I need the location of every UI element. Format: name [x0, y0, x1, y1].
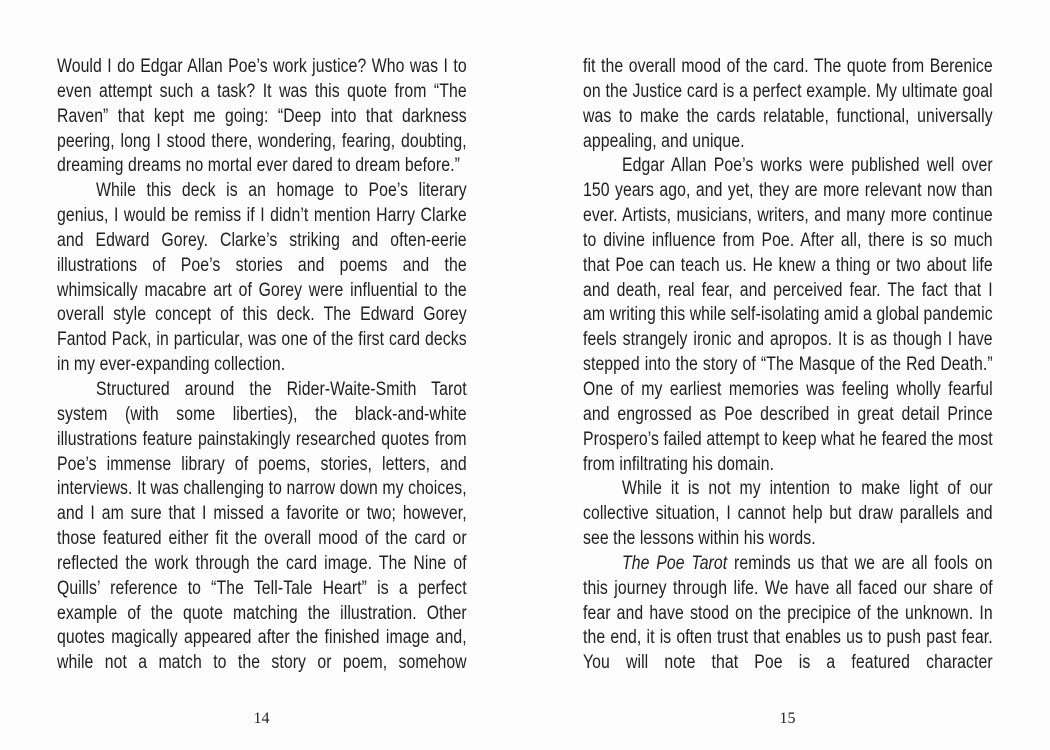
paragraph: Structured around the Rider-Waite-Smith Tarot system (with some liberties), the black-and-white illustrations feature painstakingly researched quotes from Poe’s immense library of poems, stories, letters, and interviews. It was challenging to narrow down my choices, and I am sure that I missed a favorite or two; however, those featured either fit the overall mood of the card or reflected the work through the card image. The Nine of Quills’ reference to “The Tell-Tale Heart” is a perfect example of the quote matching the illustration. Other quotes magically appeared after the finished image and, while not a match to the story or poem, somehow	[57, 378, 467, 674]
page-15-text-column	[583, 55, 993, 681]
paragraph: While it is not my intention to make light of our collective situation, I cannot help but draw parallels and see the lessons within his words.	[583, 478, 993, 550]
paragraph: Edgar Allan Poe’s works were published well over 150 years ago, and yet, they are more relevant now than ever. Artists, musicians, writers, and many more continue to divine influence from Poe. After all, there is so much that Poe can teach us. He knew a thing or two about life and death, real fear, and perceived fear. The fact that I am writing this while self-isolating amid a global pandemic feels strangely ironic and apropos. It is as though I have stepped into the story of “The Masque of the Red Death.” One of my earliest memories was feeling wholly fearful and engrossed as Poe described in great detail Prince Prospero’s failed attempt to keep what he feared the most from infiltrating his domain.	[583, 155, 993, 475]
paragraph: While this deck is an homage to Poe’s literary genius, I would be remiss if I didn’t mention Harry Clarke and Edward Gorey. Clarke’s striking and often-eerie illustrations of Poe’s stories and poems and the whimsically macabre art of Gorey were influential to the overall style concept of this deck. The Edward Gorey Fantod Pack, in particular, was one of the first card decks in my ever-expanding collection.	[57, 180, 467, 376]
paragraph-continuation: fit the overall mood of the card. The quote from Berenice on the Justice card is a perfect example. My ultimate goal was to make the cards relatable, functional, universally appealing, and unique.	[583, 56, 993, 152]
book-title-italic: The Poe Tarot	[622, 552, 728, 574]
page-14-text-column	[57, 55, 467, 681]
paragraph	[583, 552, 993, 676]
paragraph-text: reminds us that we are all fools on this journey through life. We have all faced our share of fear and have stood on the precipice of the unknown. In the end, it is often trust that enables us to push past fear. You will note that Poe is a featured character	[583, 552, 993, 674]
page-number-left: 14	[253, 710, 270, 727]
paragraph-continuation: Would I do Edgar Allan Poe’s work justice? Who was I to even attempt such a task? It was this quote from “The Raven” that kept me going: “Deep into that darkness peering, long I stood there, wondering, fearing, doubting, dreaming dreams no mortal ever dared to dream before.”	[57, 56, 467, 177]
page-number-right: 15	[779, 710, 796, 727]
